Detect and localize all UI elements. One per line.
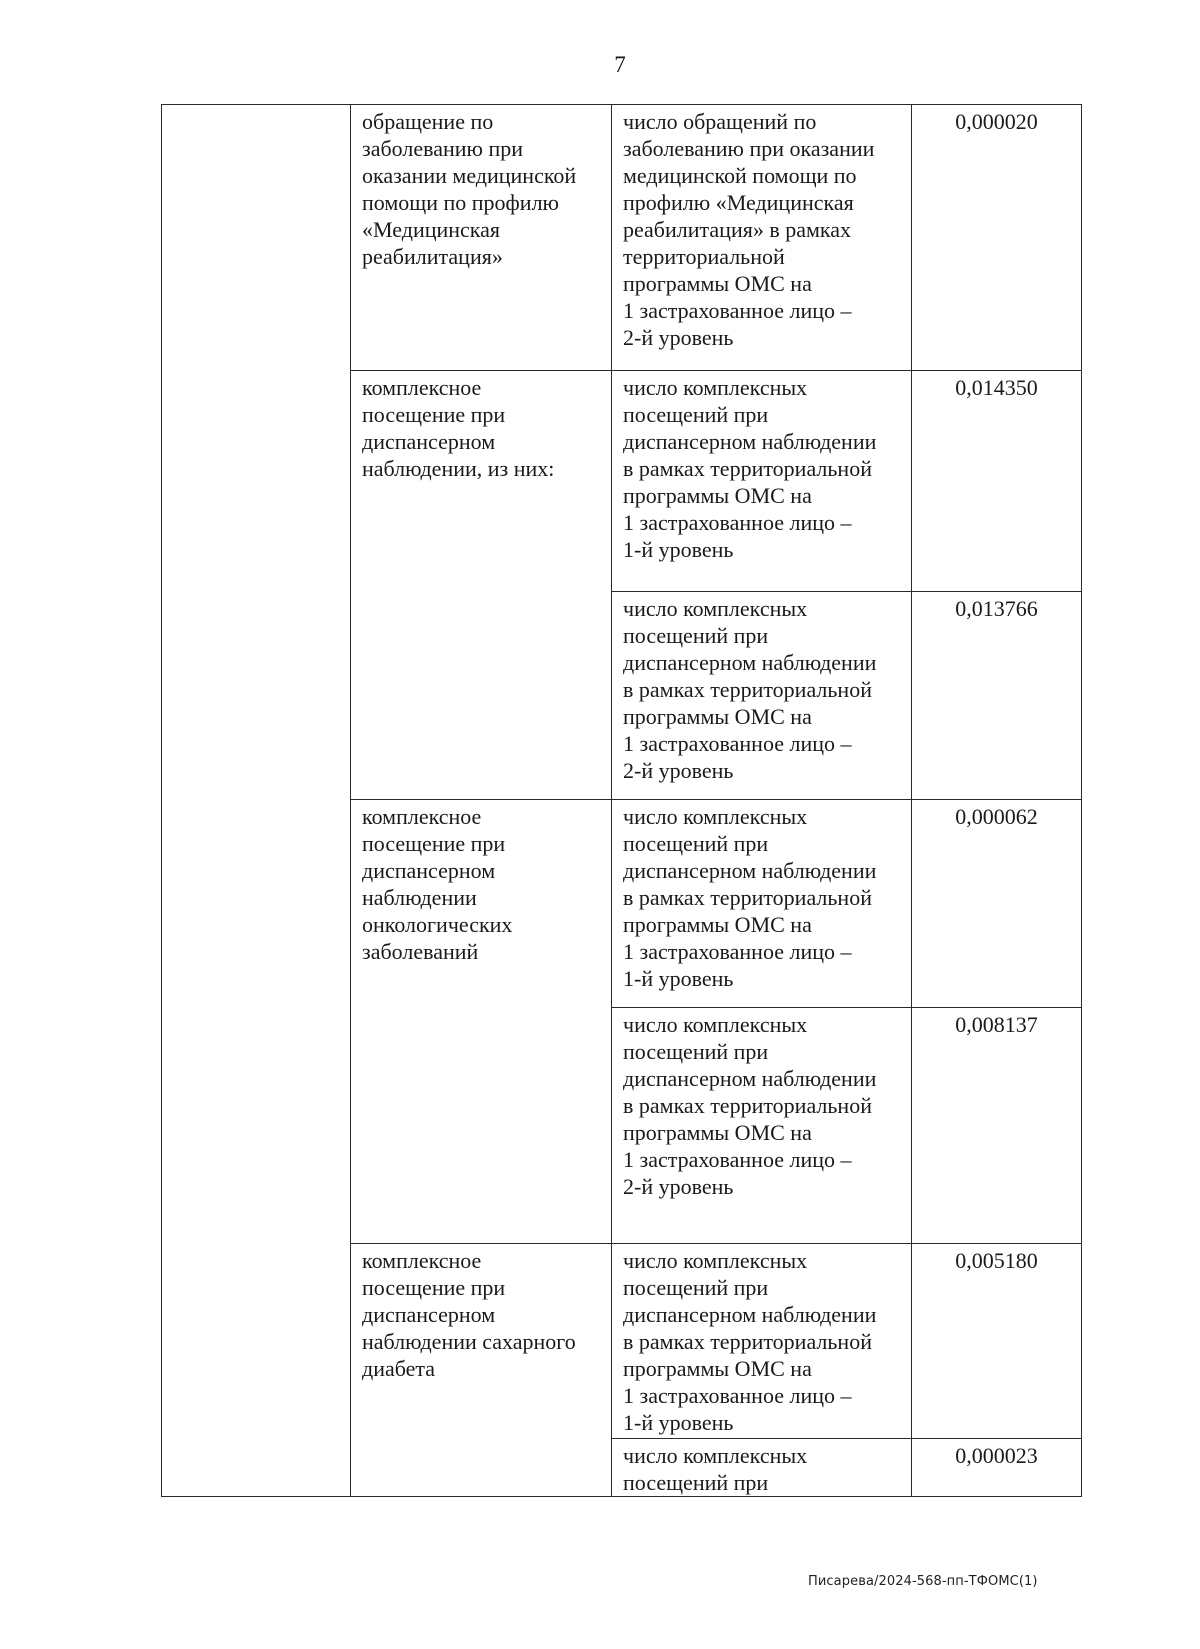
care-type-cell: обращение по заболеванию при оказании медицинской помощи по профилю «Медицинская реабилитация»	[351, 105, 612, 371]
care-type-cell: комплексное посещение при диспансерном наблюдении сахарного диабета	[351, 1244, 612, 1497]
value-cell: 0,000062	[912, 800, 1082, 1008]
indicator-cell: число комплексных посещений при диспансерном наблюдении в рамках территориальной программы ОМС на 1 застрахованное лицо – 2-й уровень	[612, 592, 912, 800]
indicator-cell: число комплексных посещений при диспансерном наблюдении в рамках территориальной программы ОМС на 1 застрахованное лицо – 1-й уровень	[612, 800, 912, 1008]
indicator-cell: число обращений по заболеванию при оказании медицинской помощи по профилю «Медицинская реабилитация» в рамках территориальной программы ОМС на 1 застрахованное лицо – 2-й уровень	[612, 105, 912, 371]
value-cell: 0,000020	[912, 105, 1082, 371]
value-cell: 0,008137	[912, 1008, 1082, 1244]
care-type-cell: комплексное посещение при диспансерном наблюдении онкологических заболеваний	[351, 800, 612, 1244]
indicator-cell: число комплексных посещений при	[612, 1439, 912, 1497]
indicator-cell: число комплексных посещений при диспансерном наблюдении в рамках территориальной программы ОМС на 1 застрахованное лицо – 1-й уровень	[612, 1244, 912, 1439]
value-cell: 0,005180	[912, 1244, 1082, 1439]
value-cell: 0,000023	[912, 1439, 1082, 1497]
care-type-cell: комплексное посещение при диспансерном наблюдении, из них:	[351, 371, 612, 800]
document-reference: Писарева/2024-568-пп-ТФОМС(1)	[808, 1574, 1038, 1589]
empty-first-column-cell	[162, 105, 351, 1497]
page-number: 7	[614, 52, 626, 77]
indicator-cell: число комплексных посещений при диспансерном наблюдении в рамках территориальной программы ОМС на 1 застрахованное лицо – 1-й уровень	[612, 371, 912, 592]
value-cell: 0,013766	[912, 592, 1082, 800]
table-row	[162, 105, 1082, 371]
indicator-table	[161, 104, 1082, 1497]
indicator-cell: число комплексных посещений при диспансерном наблюдении в рамках территориальной программы ОМС на 1 застрахованное лицо – 2-й уровень	[612, 1008, 912, 1244]
value-cell: 0,014350	[912, 371, 1082, 592]
